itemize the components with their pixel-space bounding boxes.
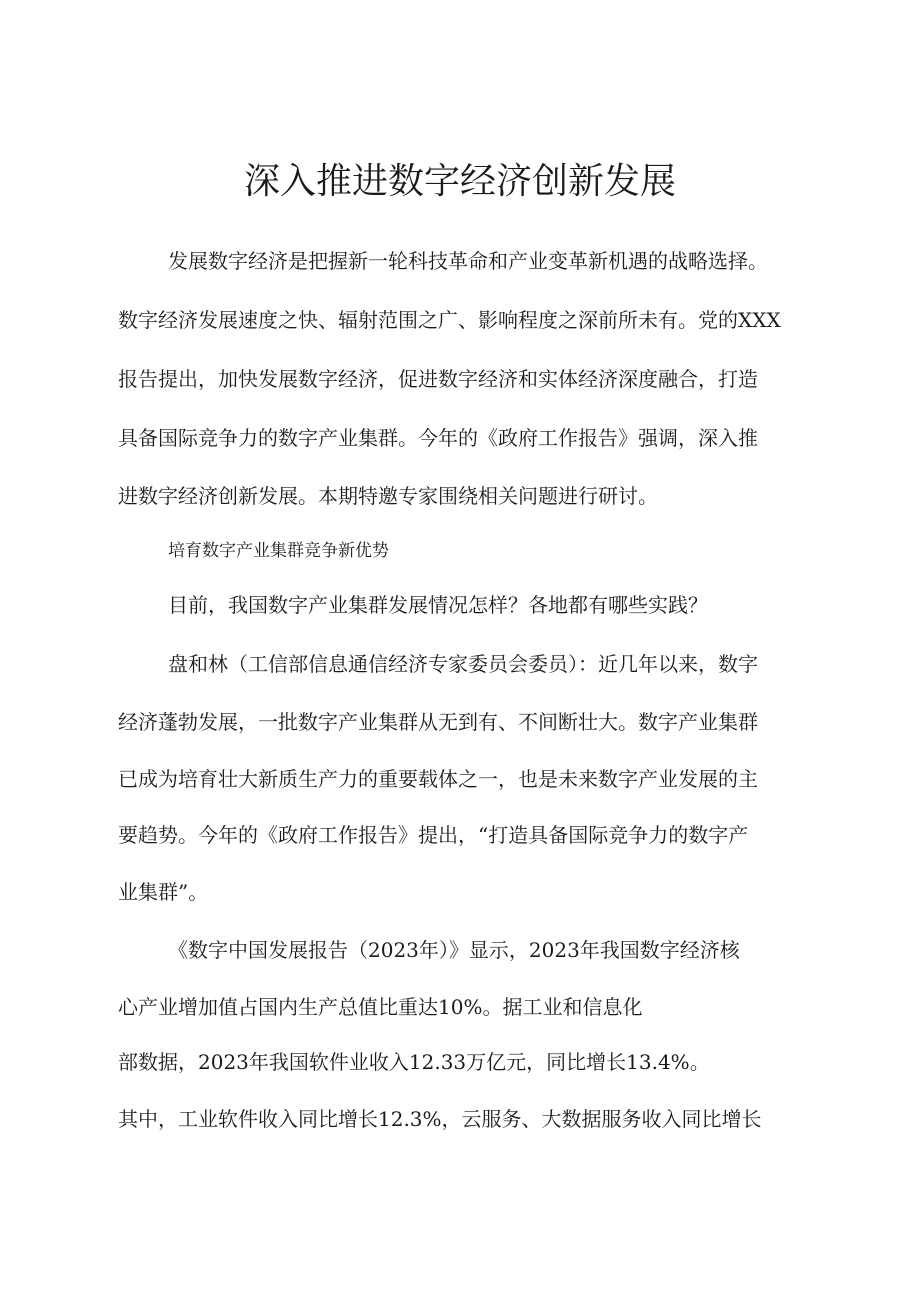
paragraph-line: 心产业增加值占国内生产总值比重达10%。据工业和信息化 [118, 995, 643, 1019]
paragraph-line: 业集群”。 [118, 880, 209, 904]
paragraph-line: 进数字经济创新发展。本期特邀专家围绕相关问题进行研讨。 [118, 484, 658, 508]
paragraph-line: 部数据，2023年我国软件业收入12.33万亿元，同比增长13.4%。 [118, 1050, 710, 1074]
paragraph-line: 报告提出，加快发展数字经济，促进数字经济和实体经济深度融合，打造 [118, 367, 758, 391]
paragraph-line: 要趋势。今年的《政府工作报告》提出，“打造具备国际竞争力的数字产 [118, 823, 749, 847]
paragraph-line: 其中，工业软件收入同比增长12.3%，云服务、大数据服务收入同比增长 [118, 1107, 762, 1131]
paragraph-line: 具备国际竞争力的数字产业集群。今年的《政府工作报告》强调，深入推 [118, 426, 758, 450]
paragraph-line: 《数字中国发展报告（2023年）》显示，2023年我国数字经济核 [168, 938, 740, 962]
paragraph-line: 盘和林（工信部信息通信经济专家委员会委员）：近几年以来，数字 [168, 652, 758, 676]
paragraph-line: 目前，我国数字产业集群发展情况怎样？各地都有哪些实践？ [168, 593, 708, 617]
paragraph-line: 发展数字经济是把握新一轮科技革命和产业变革新机遇的战略选择。 [168, 249, 768, 273]
paragraph-line: 经济蓬勃发展，一批数字产业集群从无到有、不间断壮大。数字产业集群 [118, 710, 758, 734]
paragraph-line: 已成为培育壮大新质生产力的重要载体之一，也是未来数字产业发展的主 [118, 767, 758, 791]
paragraph-line: 数字经济发展速度之快、辐射范围之广、影响程度之深前所未有。党的XXX [118, 308, 781, 332]
section-heading: 培育数字产业集群竞争新优势 [168, 541, 389, 561]
document-title: 深入推进数字经济创新发展 [243, 161, 676, 202]
